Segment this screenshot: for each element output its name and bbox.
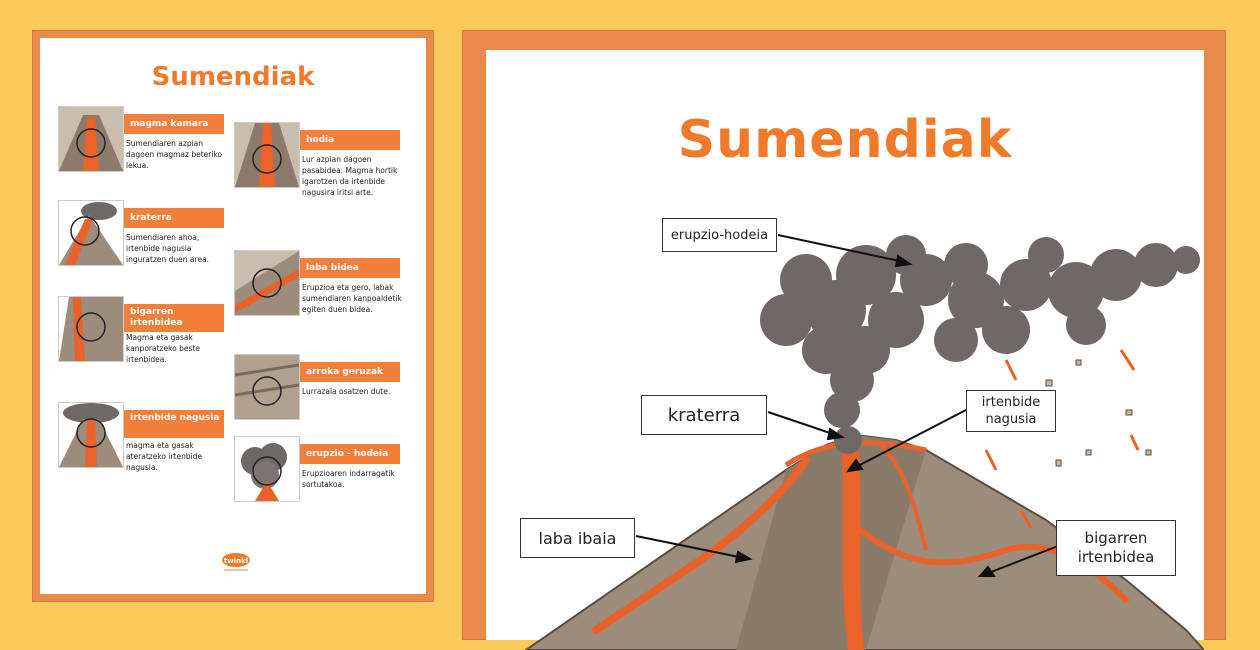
left-poster-title: Sumendiak: [151, 62, 315, 92]
conduit-desc: Lur azpian dagoen pasabidea. Magma hortik igarotzen da irtenbide nagusira iritsi arte.: [302, 155, 398, 197]
eruption-cloud-thumbnail: [234, 436, 300, 502]
magma-chamber-label: magma kamara: [124, 114, 224, 134]
item-conduit: [234, 122, 414, 202]
magma-chamber-thumbnail: [58, 106, 124, 172]
lava-path-label: laba bidea: [300, 258, 400, 278]
crater-thumbnail: [58, 200, 124, 266]
lava-path-thumbnail: [234, 250, 300, 316]
conduit-label: hodia: [300, 130, 400, 150]
second-vent-thumbnail: [58, 296, 124, 362]
item-crater: [58, 200, 238, 270]
label-eruption-cloud: erupzio-hodeia: [662, 218, 777, 252]
rock-layers-label: arroka geruzak: [300, 362, 400, 382]
right-poster-page: [486, 50, 1204, 640]
conduit-thumbnail: [234, 122, 300, 188]
right-poster: [462, 30, 1226, 640]
main-vent-desc: magma eta gasak ateratzeko irtenbide nagusia.: [126, 441, 203, 472]
left-poster: [32, 30, 434, 602]
ejected-rocks: [1046, 360, 1151, 466]
magma-chamber-desc: Sumendiaren azpian dagoen magmaz beteriko lekua.: [126, 139, 223, 170]
item-rock-layers: [234, 354, 414, 424]
rock-layers-desc: Lurrazala osatzen dute.: [302, 387, 391, 396]
right-poster-title: Sumendiak: [677, 110, 1013, 170]
second-vent-desc: Magma eta gasak kanporatzeko beste irtenbidea.: [126, 333, 200, 364]
eruption-cloud-desc: Erupzioaren indarragatik sortutakoa.: [302, 469, 395, 489]
label-second-vent: bigarren irtenbidea: [1056, 520, 1176, 576]
lava-path-desc: Erupzioa eta gero, labak sumendiaren kanpoaldetik egiten duen bidea.: [302, 283, 402, 314]
left-poster-page: [40, 38, 426, 594]
item-second-vent: [58, 296, 238, 366]
logo-text: twinkl: [223, 557, 249, 565]
eruption-cloud-label: erupzio - hodeia: [300, 444, 400, 464]
main-vent-thumbnail: [58, 402, 124, 468]
crater-desc: Sumendiaren ahoa, irtenbide nagusia inguratzen duen area.: [126, 233, 210, 264]
item-magma-chamber: [58, 106, 238, 176]
item-main-vent: [58, 402, 238, 482]
label-main-vent: irtenbide nagusia: [966, 390, 1056, 432]
twinkl-logo: [218, 552, 254, 572]
crater-label: kraterra: [124, 208, 224, 228]
second-vent-label: bigarren irtenbidea: [124, 304, 224, 332]
label-crater: kraterra: [641, 395, 767, 435]
item-eruption-cloud: [234, 436, 414, 516]
label-lava-river: laba ibaia: [520, 518, 635, 558]
main-vent-label: irtenbide nagusia: [124, 410, 224, 438]
item-lava-path: [234, 250, 414, 330]
rock-layers-thumbnail: [234, 354, 300, 420]
